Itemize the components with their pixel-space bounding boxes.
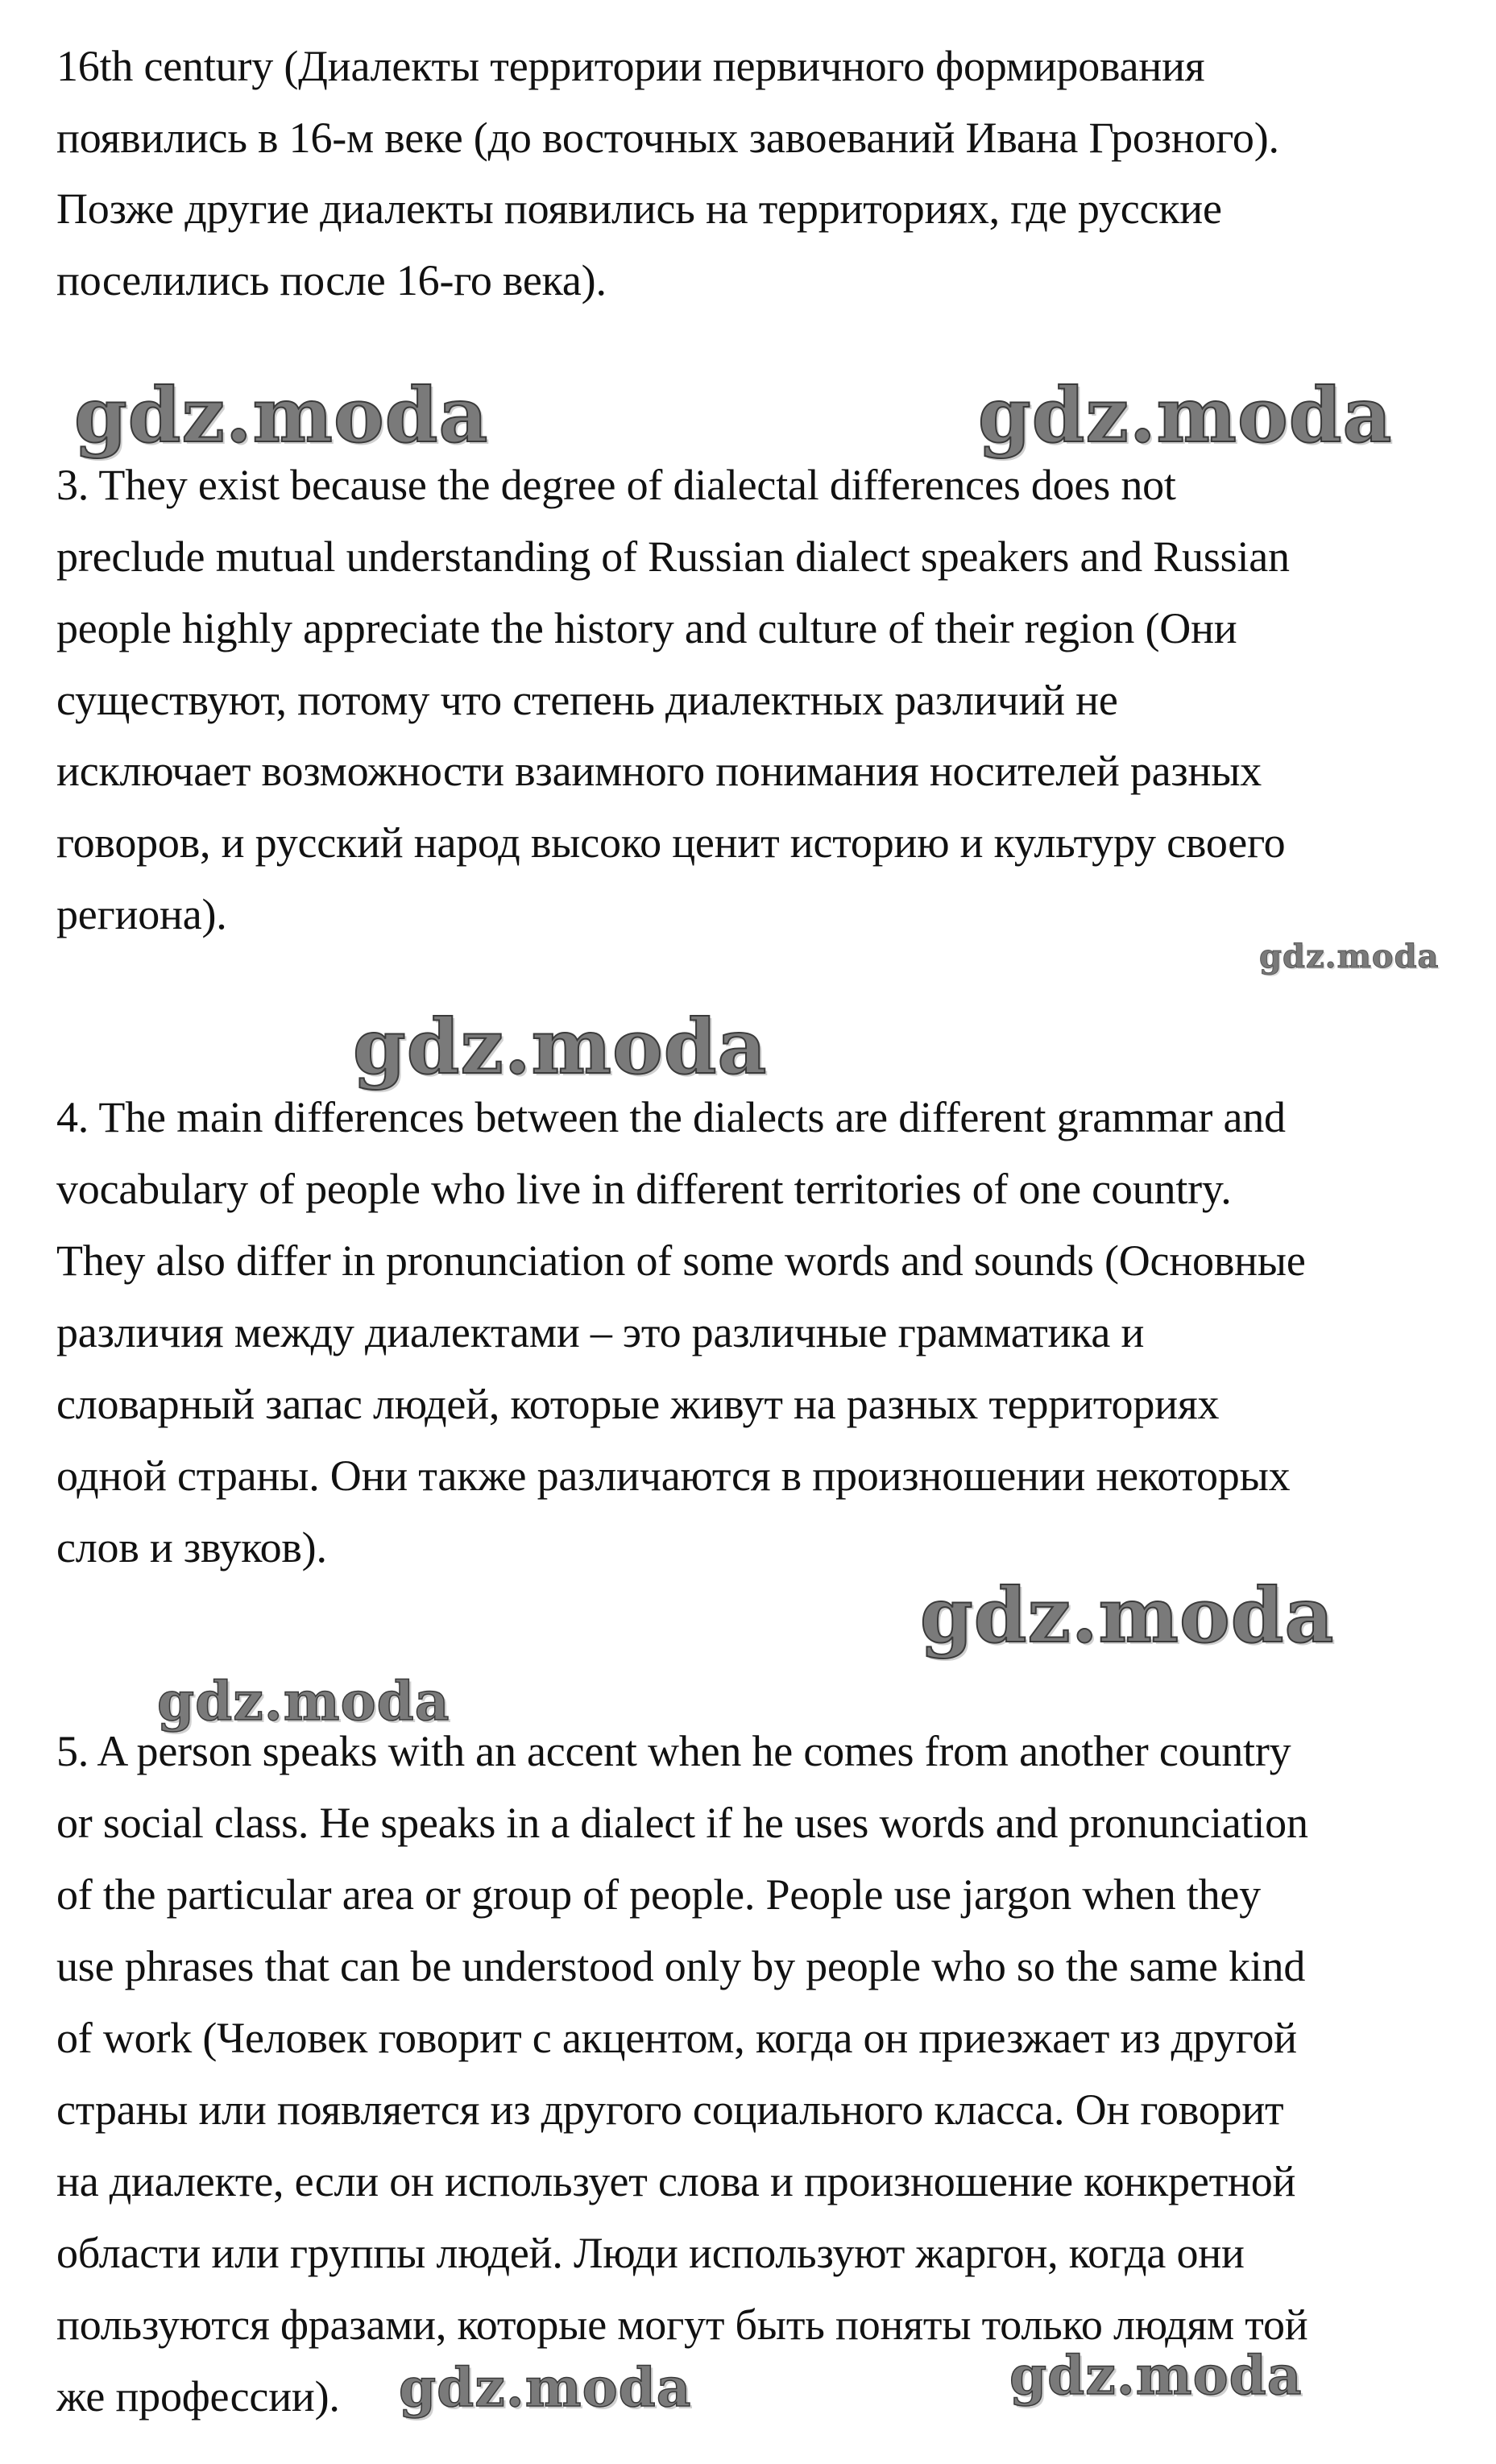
answer-3-line-2: preclude mutual understanding of Russian dialect speakers and Russian	[56, 532, 1290, 581]
watermark-logo: gdz.moda	[157, 1670, 450, 1733]
watermark-logo: gdz.moda	[920, 1572, 1335, 1660]
answer-3-line-4: существуют, потому что степень диалектных различий не	[56, 676, 1118, 724]
answer-4-line-3: They also differ in pronunciation of some words and sounds (Основные	[56, 1236, 1306, 1285]
answer-4-line-1: 4. The main differences between the dialects are different grammar and	[56, 1093, 1286, 1141]
answer-3-line-1: 3. They exist because the degree of dialectal differences does not	[56, 461, 1176, 509]
answer-4-line-6: одной страны. Они также различаются в произношении некоторых	[56, 1451, 1291, 1500]
answer-3-line-3: people highly appreciate the history and culture of their region (Они	[56, 604, 1237, 652]
answer-4-line-2: vocabulary of people who live in different territories of one country.	[56, 1165, 1232, 1213]
answer-4-line-5: словарный запас людей, которые живут на разных территориях	[56, 1380, 1220, 1428]
watermark-logo: gdz.moda	[353, 1003, 768, 1091]
answer-4-line-7: слов и звуков).	[56, 1523, 327, 1572]
answer-5-line-10: же профессии).	[56, 2372, 340, 2421]
answer-3-line-7: региона).	[56, 890, 227, 938]
watermark-logo: gdz.moda	[1259, 938, 1440, 975]
answer-2-line-1: 16th century (Диалекты территории первичного формирования	[56, 42, 1205, 90]
answer-5-line-8: области или группы людей. Люди используют жаргон, когда они	[56, 2229, 1245, 2277]
answer-5-line-2: or social class. He speaks in a dialect if he uses words and pronunciation	[56, 1799, 1308, 1847]
answer-5-line-9: пользуются фразами, которые могут быть поняты только людям той	[56, 2300, 1308, 2349]
watermark-logo: gdz.moda	[399, 2356, 692, 2419]
answer-5-line-6: страны или появляется из другого социального класса. Он говорит	[56, 2085, 1284, 2134]
watermark-logo: gdz.moda	[74, 371, 489, 460]
answer-5-line-1: 5. A person speaks with an accent when he comes from another country	[56, 1727, 1291, 1775]
answer-3-line-5: исключает возможности взаимного понимания носителей разных	[56, 747, 1262, 795]
answer-5-line-7: на диалекте, если он использует слова и произношение конкретной	[56, 2157, 1296, 2205]
watermark-logo: gdz.moda	[1009, 2344, 1303, 2407]
answer-2-line-3: Позже другие диалекты появились на территориях, где русские	[56, 184, 1222, 233]
answer-2-line-4: поселились после 16-го века).	[56, 256, 607, 304]
answer-2-line-2: появились в 16-м веке (до восточных завоеваний Ивана Грозного).	[56, 114, 1279, 162]
answer-5-line-3: of the particular area or group of people. People use jargon when they	[56, 1870, 1261, 1919]
watermark-logo: gdz.moda	[978, 371, 1393, 460]
answer-4-line-4: различия между диалектами – это различные грамматика и	[56, 1308, 1145, 1356]
answer-5-line-4: use phrases that can be understood only by people who so the same kind	[56, 1942, 1306, 1990]
answer-5-line-5: of work (Человек говорит с акцентом, когда он приезжает из другой	[56, 2014, 1297, 2062]
answer-3-line-6: говоров, и русский народ высоко ценит историю и культуру своего	[56, 818, 1286, 867]
